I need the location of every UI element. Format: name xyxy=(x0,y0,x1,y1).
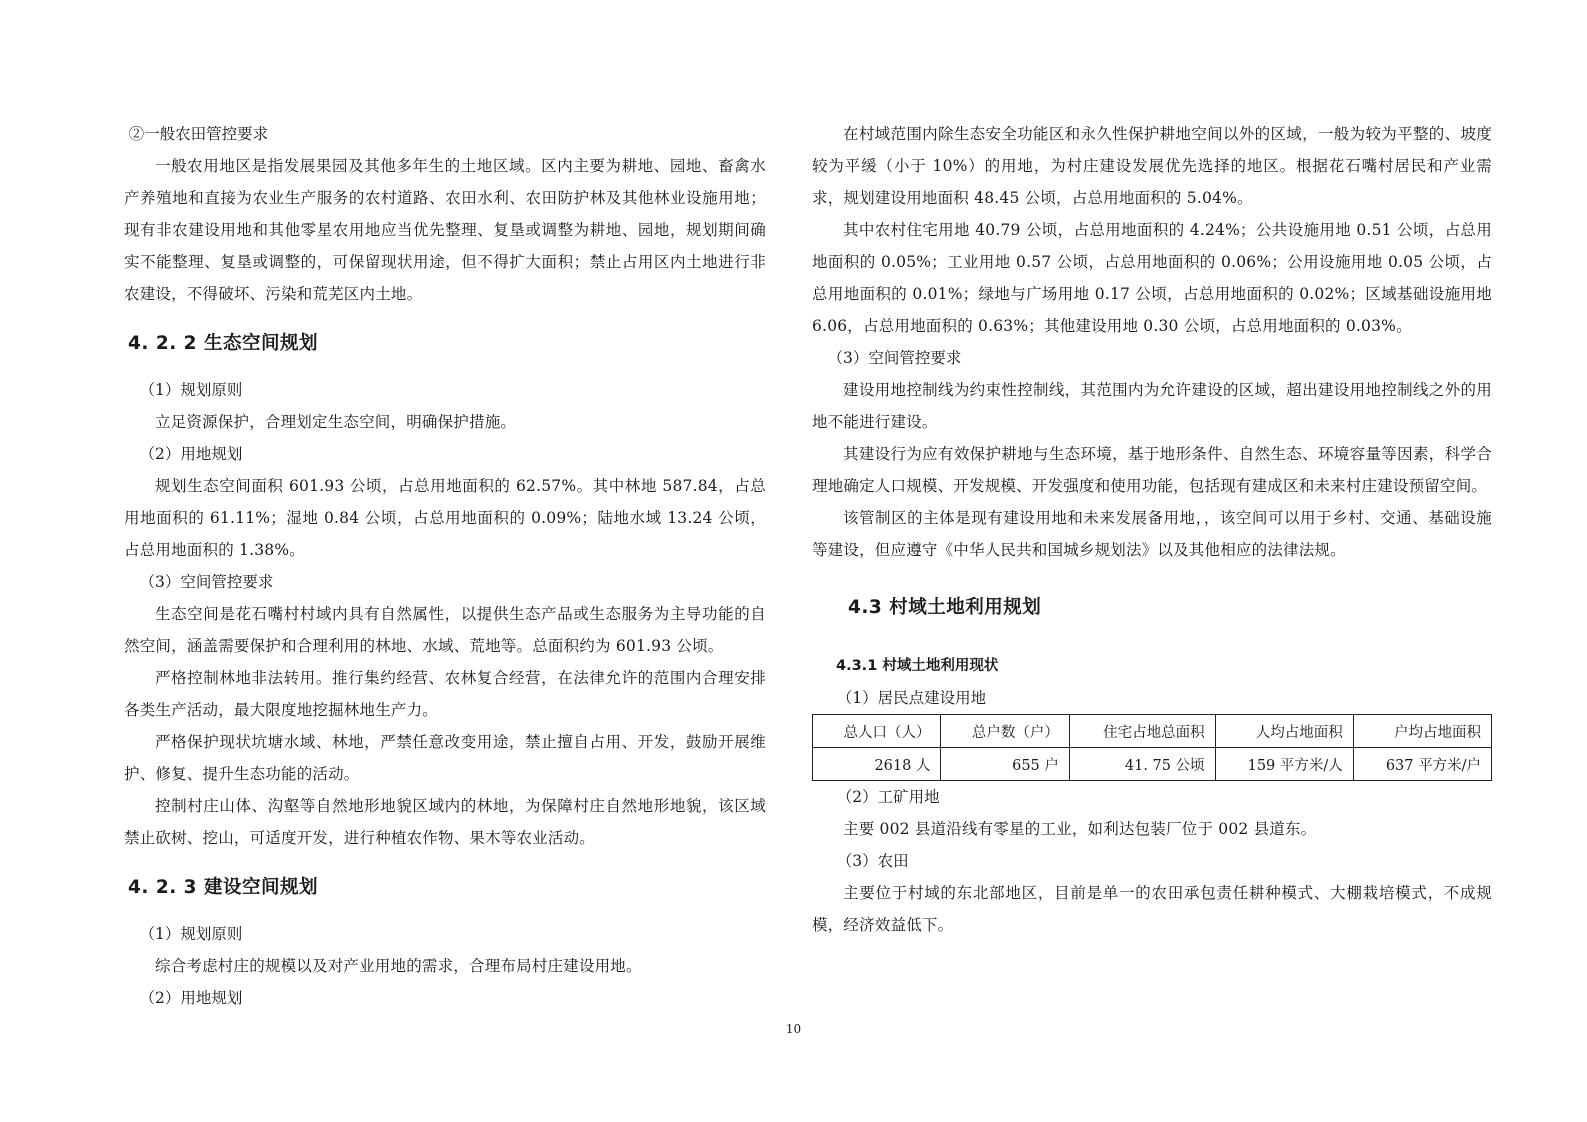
table-header-row xyxy=(813,715,1492,748)
subheading: （2）工矿用地 xyxy=(836,788,940,806)
paragraph: 主要 002 县道沿线有零星的工业，如利达包装厂位于 002 县道东。 xyxy=(843,820,1317,838)
heading-4-2-3: 4. 2. 3 建设空间规划 xyxy=(128,877,318,898)
paragraph: 控制村庄山体、沟壑等自然地形地貌区域内的林地，为保障村庄自然地形地貌，该区域禁止砍树、挖山，可适度开发，进行种植农作物、果木等农业活动。 xyxy=(124,797,766,847)
paragraph: 立足资源保护，合理划定生态空间，明确保护措施。 xyxy=(155,413,517,431)
paragraph: 主要位于村域的东北部地区，目前是单一的农田承包责任耕种模式、大棚栽培模式，不成规模，经济效益低下。 xyxy=(812,884,1492,934)
table-cell: 41. 75 公顷 xyxy=(1069,748,1215,781)
page-number: 10 xyxy=(785,1022,802,1036)
subheading: （2）用地规划 xyxy=(139,989,243,1007)
paragraph: 严格保护现状坑塘水域、林地，严禁任意改变用途，禁止擅自占用、开发，鼓励开展维护、修复、提升生态功能的活动。 xyxy=(124,733,766,783)
subheading: （2）用地规划 xyxy=(139,445,243,463)
right-column xyxy=(812,118,1492,941)
subheading: （3）空间管控要求 xyxy=(139,573,274,591)
left-column xyxy=(124,118,766,1014)
paragraph: 规划生态空间面积 601.93 公顷，占总用地面积的 62.57%。其中林地 587.84，占总用地面积的 61.11%；湿地 0.84 公顷，占总用地面积的 0.09%；陆地水域 13.24 公顷，占总用地面积的 1.38%。 xyxy=(124,477,766,559)
residential-land-table xyxy=(812,714,1492,781)
paragraph: 其中农村住宅用地 40.79 公顷，占总用地面积的 4.24%；公共设施用地 0.51 公顷，占总用地面积的 0.05%；工业用地 0.57 公顷，占总用地面积的 0.06%；公用设施用地 0.05 公顷，占总用地面积的 0.01%；绿地与广场用地 0.17 公顷，占总用地面积的 0.02%；区域基础设施用地 6.06，占总用地面积的 0.63%；其他建设用地 0.30 公顷，占总用地面积的 0.03%。 xyxy=(812,221,1492,335)
paragraph: 严格控制林地非法转用。推行集约经营、农林复合经营，在法律允许的范围内合理安排各类生产活动，最大限度地挖掘林地生产力。 xyxy=(124,669,766,719)
table-cell: 2618 人 xyxy=(813,748,941,781)
table-cell: 655 户 xyxy=(941,748,1069,781)
table-header-cell: 户均占地面积 xyxy=(1353,715,1491,748)
paragraph: 在村域范围内除生态安全功能区和永久性保护耕地空间以外的区域，一般为较为平整的、坡度较为平缓（小于 10%）的用地，为村庄建设发展优先选择的地区。根据花石嘴村居民和产业需求，规划建设用地面积 48.45 公顷，占总用地面积的 5.04%。 xyxy=(812,125,1492,207)
subheading: （1）规划原则 xyxy=(139,381,243,399)
table-header-cell: 人均占地面积 xyxy=(1215,715,1353,748)
subheading: （3）空间管控要求 xyxy=(827,349,962,367)
paragraph: 生态空间是花石嘴村村域内具有自然属性，以提供生态产品或生态服务为主导功能的自然空间，涵盖需要保护和合理利用的林地、水域、荒地等。总面积约为 601.93 公顷。 xyxy=(124,605,766,655)
section-heading-farmland: ②一般农田管控要求 xyxy=(128,125,269,143)
paragraph: 综合考虑村庄的规模以及对产业用地的需求，合理布局村庄建设用地。 xyxy=(155,957,642,975)
subheading: （1）规划原则 xyxy=(139,925,243,943)
paragraph: 建设用地控制线为约束性控制线，其范围内为允许建设的区域，超出建设用地控制线之外的用地不能进行建设。 xyxy=(812,381,1492,431)
paragraph: 该管制区的主体是现有建设用地和未来发展备用地，，该空间可以用于乡村、交通、基础设施等建设，但应遵守《中华人民共和国城乡规划法》以及其他相应的法律法规。 xyxy=(812,509,1492,559)
table-header-cell: 总人口（人） xyxy=(813,715,941,748)
subheading: （1）居民点建设用地 xyxy=(836,689,987,707)
paragraph: 其建设行为应有效保护耕地与生态环境，基于地形条件、自然生态、环境容量等因素，科学合理地确定人口规模、开发规模、开发强度和使用功能，包括现有建成区和未来村庄建设预留空间。 xyxy=(812,445,1492,495)
heading-4-3-1: 4.3.1 村域土地利用现状 xyxy=(836,658,999,674)
paragraph: 一般农用地区是指发展果园及其他多年生的土地区域。区内主要为耕地、园地、畜禽水产养殖地和直接为农业生产服务的农村道路、农田水利、农田防护林及其他林业设施用地；现有非农建设用地和其他零星农用地应当优先整理、复垦或调整为耕地、园地，规划期间确实不能整理、复垦或调整的，可保留现状用途，但不得扩大面积；禁止占用区内土地进行非农建设，不得破坏、污染和荒芜区内土地。 xyxy=(124,157,766,303)
heading-4-2-2: 4. 2. 2 生态空间规划 xyxy=(128,333,318,354)
table-header-cell: 总户数（户） xyxy=(941,715,1069,748)
heading-4-3: 4.3 村域土地利用规划 xyxy=(848,597,1042,618)
table-cell: 159 平方米/人 xyxy=(1215,748,1353,781)
subheading: （3）农田 xyxy=(836,852,909,870)
table-row xyxy=(813,748,1492,781)
table-cell: 637 平方米/户 xyxy=(1353,748,1491,781)
table-header-cell: 住宅占地总面积 xyxy=(1069,715,1215,748)
